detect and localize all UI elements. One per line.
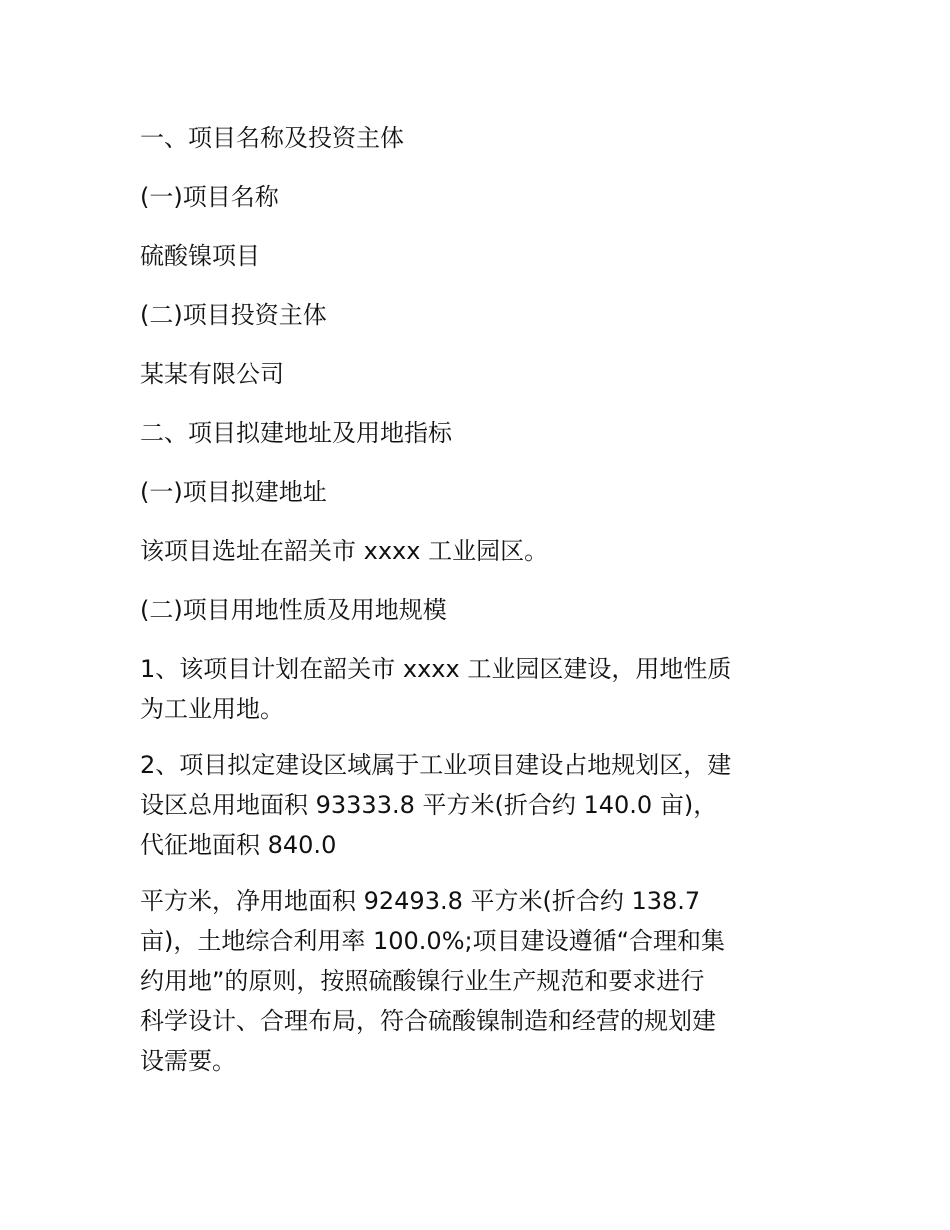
subheading-site: (一)项目拟建地址 xyxy=(140,478,327,506)
text-line: 设区总用地面积 93333.8 平方米(折合约 140.0 亩)， xyxy=(140,791,718,819)
text-line: 亩)，土地综合利用率 100.0%;项目建设遵循“合理和集 xyxy=(140,927,726,955)
document-page xyxy=(140,118,820,1081)
text-line: 约用地”的原则，按照硫酸镍行业生产规范和要求进行 xyxy=(140,967,705,995)
subheading-project-name: (一)项目名称 xyxy=(140,183,279,211)
section-heading-2: 二、项目拟建地址及用地指标 xyxy=(140,419,452,447)
text-line: 为工业用地。 xyxy=(140,695,284,723)
text-line: 2、项目拟定建设区域属于工业项目建设占地规划区，建 xyxy=(140,751,732,779)
project-name-text: 硫酸镍项目 xyxy=(140,242,260,270)
subheading-land: (二)项目用地性质及用地规模 xyxy=(140,596,447,624)
site-text: 该项目选址在韶关市 xxxx 工业园区。 xyxy=(140,537,549,565)
land-paragraph xyxy=(140,881,820,1081)
investor-text: 某某有限公司 xyxy=(140,360,284,388)
land-item-1 xyxy=(140,649,820,729)
text-line: 平方米，净用地面积 92493.8 平方米(折合约 138.7 xyxy=(140,887,701,915)
land-item-2 xyxy=(140,745,820,865)
text-line: 设需要。 xyxy=(140,1047,236,1075)
subheading-investor: (二)项目投资主体 xyxy=(140,301,327,329)
text-line: 代征地面积 840.0 xyxy=(140,831,337,859)
section-heading-1: 一、项目名称及投资主体 xyxy=(140,124,404,152)
text-line: 1、该项目计划在韶关市 xxxx 工业园区建设，用地性质 xyxy=(140,655,732,683)
text-line: 科学设计、合理布局，符合硫酸镍制造和经营的规划建 xyxy=(140,1007,716,1035)
